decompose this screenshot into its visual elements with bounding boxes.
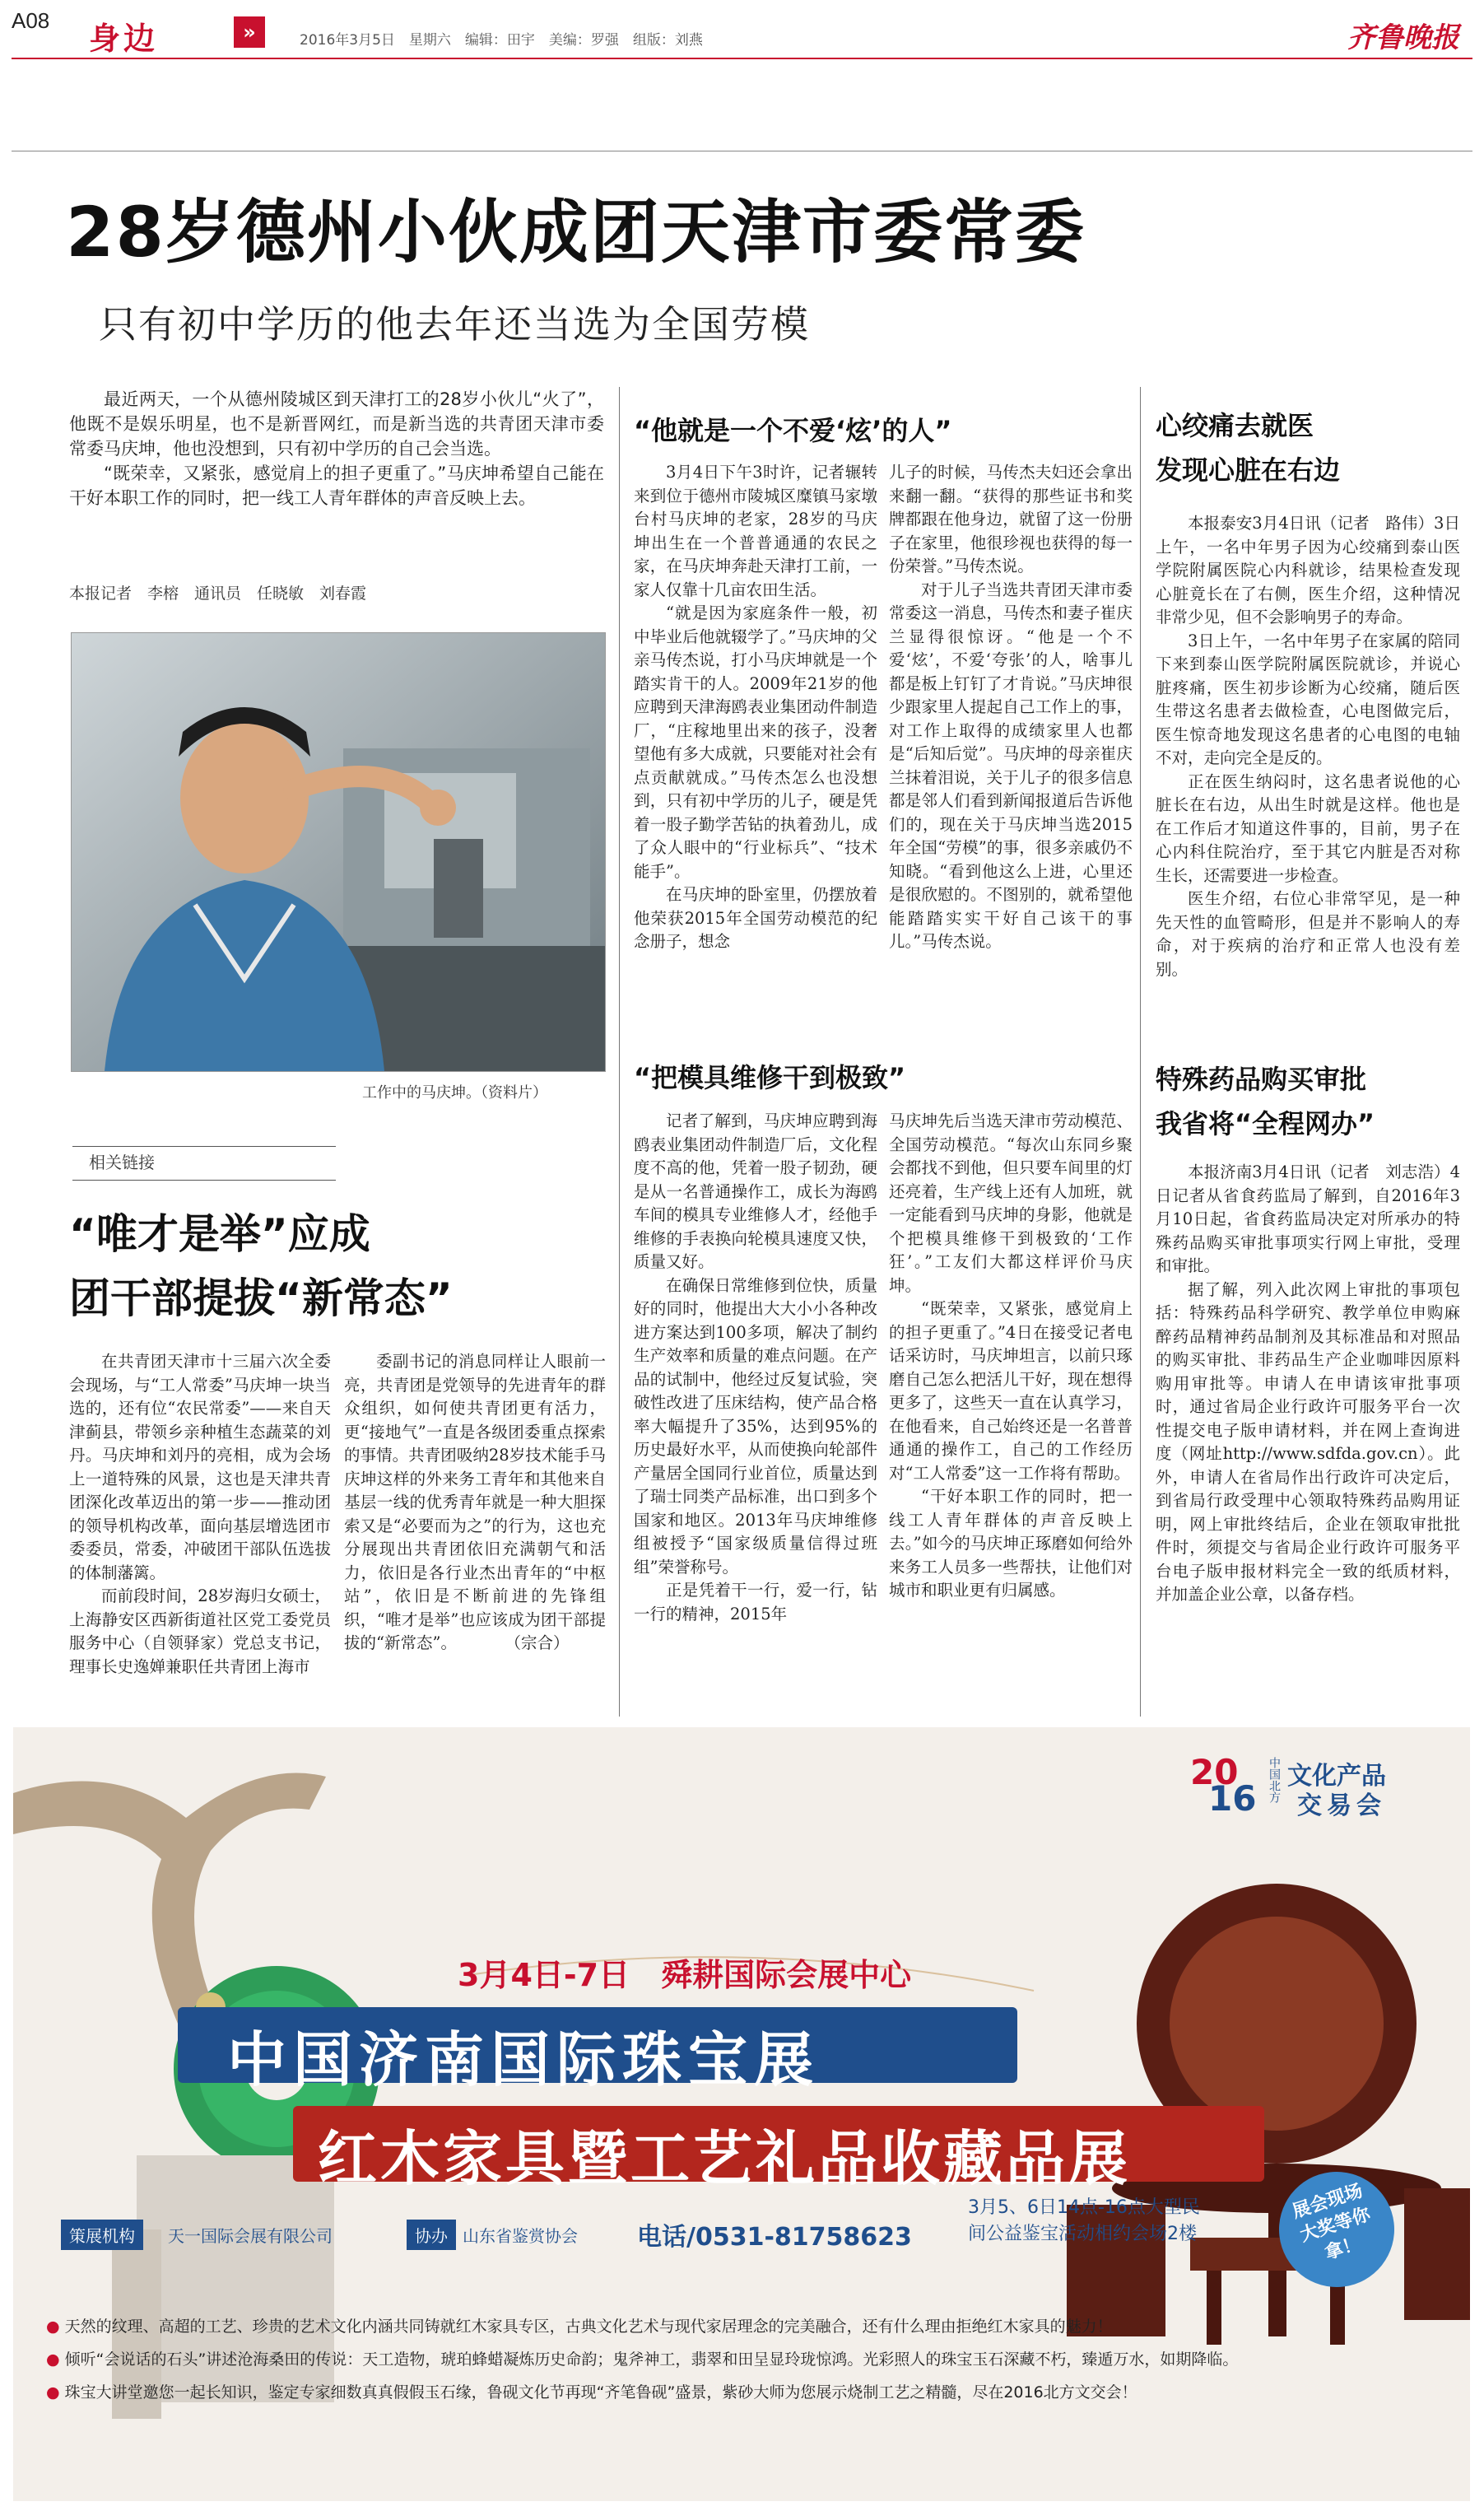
section-1-column-2 bbox=[889, 461, 1133, 954]
ad-title-1-banner bbox=[178, 2007, 1017, 2094]
section-2-title: “把模具维修干到极致” bbox=[634, 1062, 906, 1093]
worker-photo bbox=[71, 632, 606, 1072]
related-headline-line: 团干部提拔“新常态” bbox=[69, 1274, 453, 1322]
main-headline: 28岁德州小伙成团天津市委常委 bbox=[66, 192, 1086, 273]
assist-name: 山东省鉴赏协会 bbox=[463, 2226, 578, 2246]
ad-title-2-banner bbox=[293, 2106, 1264, 2193]
related-paragraph: 而前段时间，28岁海归女硕士，上海静安区西新街道社区党工委党员服务中心（自领驿家）党总支书记，理事长史逸婵兼职任共青团上海市 bbox=[69, 1586, 331, 1676]
logo-line: 文化产品 bbox=[1287, 1762, 1386, 1791]
ad-title-1: 中国济南国际珠宝展 bbox=[227, 2025, 821, 2094]
fair-logo bbox=[1190, 1750, 1462, 1820]
sidebar-paragraph: 医生介绍，右位心非常罕见，是一种先天性的血管畸形，但是并不影响人的寿命，对于疾病的治疗和正常人也没有差别。 bbox=[1156, 889, 1460, 979]
header-divider bbox=[12, 58, 1472, 59]
bullet-dot-icon: ● bbox=[46, 2318, 65, 2336]
logo-region: 中国北方 bbox=[1268, 1757, 1281, 1803]
section-2-column-2 bbox=[889, 1110, 1133, 1603]
sidebar-title-line: 心绞痛去就医 bbox=[1156, 410, 1314, 441]
sidebar-story-2-title bbox=[1156, 1057, 1375, 1146]
event-line: 间公益鉴宝活动相约会场2楼 bbox=[968, 2224, 1197, 2244]
ad-bullet-text: 天然的纹理、高超的工艺、珍贵的艺术文化内涵共同铸就红木家具专区，古典文化艺术与现代家居理念的完美融合，还有什么理由拒绝红木家具的魅力！ bbox=[64, 2318, 1113, 2336]
related-column-1 bbox=[69, 1350, 331, 1679]
sidebar-paragraph: 本报泰安3月4日讯（记者 路伟）3日上午，一名中年男子因为心绞痛到泰山医学院附属医院心内科就诊，结果检查发现心脏竟长在了右侧，医生介绍，这种情况非常少见，但不会影响男子的寿命。 bbox=[1156, 514, 1460, 627]
sidebar-paragraph: 正在医生纳闷时，这名患者说他的心脏长在右边，从出生时就是这样。他也是在工作后才知道这件事的，目前，男子在心内科住院治疗，至于其它内脏是否对称生长，还需要进一步检查。 bbox=[1156, 771, 1460, 885]
related-column-2 bbox=[344, 1350, 606, 1656]
related-link-label: 相关链接 bbox=[89, 1153, 155, 1172]
brand-logo: 齐鲁晚报 bbox=[1347, 21, 1459, 54]
article-paragraph: 正是凭着干一行，爱一行，钻一行的精神，2015年 bbox=[634, 1581, 877, 1624]
related-headline-line: “唯才是举”应成 bbox=[69, 1210, 370, 1258]
page-number: A08 bbox=[12, 8, 50, 33]
related-headline bbox=[69, 1202, 453, 1330]
assist-label: 协办 bbox=[407, 2220, 456, 2250]
section-1-title: “他就是一个不爱‘炫’的人” bbox=[634, 415, 952, 446]
sidebar-paragraph: 本报济南3月4日讯（记者 刘志浩）4日记者从省食药监局了解到，自2016年3月10日起，省食药监局决定对所承办的特殊药品购买审批事项实行网上审批，受理和审批。 bbox=[1156, 1162, 1460, 1275]
article-paragraph: “干好本职工作的同时，把一线工人青年群体的声音反映上去。”如今的马庆坤正琢磨如何给外来务工人员多一些帮扶，让他们对城市和职业更有归属感。 bbox=[889, 1487, 1133, 1600]
column-divider bbox=[619, 387, 620, 1717]
sidebar-story-1-title bbox=[1156, 403, 1340, 492]
ad-bullet bbox=[46, 2376, 1445, 2409]
article-paragraph: 3月4日下午3时许，记者辗转来到位于德州市陵城区糜镇马家墩台村马庆坤的老家，28岁的马庆坤出生在一个普普通通的农民之家，在马庆坤奔赴天津打工前，一家人仅靠十几亩农田生活。 bbox=[634, 463, 877, 599]
sidebar-story-2-body bbox=[1156, 1161, 1460, 1607]
bullet-dot-icon: ● bbox=[46, 2350, 65, 2369]
lead-paragraph: “既荣幸，又紧张，感觉肩上的担子更重了。”马庆坤希望自己能在干好本职工作的同时，把一线工人青年群体的声音反映上去。 bbox=[69, 464, 604, 508]
ad-bullet-text: 倾听“会说话的石头”讲述沧海桑田的传说：天工造物，琥珀蜂蜡凝炼历史命韵；鬼斧神工，翡翠和田呈显玲珑惊鸿。光彩照人的珠宝玉石深藏不朽，臻遁万水，如期降临。 bbox=[64, 2350, 1239, 2369]
logo-line: 交易会 bbox=[1297, 1791, 1386, 1820]
bullet-dot-icon: ● bbox=[46, 2383, 65, 2402]
article-paragraph: 在确保日常维修到位快，质量好的同时，他提出大大小小各种改进方案达到100多项，解决了制约生产效率和质量的难点问题。在产品的试制中，他经过反复试验，突破性改进了压床结构，使产品合格率大幅提升了35%，达到95%的历史最好水平，从而使换向轮部件产量居全国同行业首位，质量达到了瑞士同类产品标准，出口到多个国家和地区。2013年马庆坤维修组被授予“国家级质量信得过班组”荣誉称号。 bbox=[634, 1275, 877, 1577]
section-title: 身边 bbox=[89, 21, 159, 57]
badge-text: 展会现场大奖等你拿！ bbox=[1290, 2180, 1374, 2264]
related-paragraph: 委副书记的消息同样让人眼前一亮，共青团是党领导的先进青年的群众组织，如何使共青团更有活力，更“接地气”一直是各级团委重点探索的事情。共青团吸纳28岁技术能手马庆坤这样的外来务工青年和其他来自基层一线的优秀青年就是一种大胆探索又是“必要而为之”的行为，这也充分展现出共青团依旧充满朝气和活力，依旧是各行业杰出青年的“中枢站”，依旧是不断前进的先锋组织，“唯才是举”也应该成为团干部提拔的“新常态”。 （宗合） bbox=[344, 1352, 606, 1652]
worker-photo-illustration bbox=[72, 633, 605, 1071]
sidebar-paragraph: 据了解，列入此次网上审批的事项包括：特殊药品科学研究、教学单位申购麻醉药品精神药品制剂及其标准品和对照品的购买审批、非药品生产企业咖啡因原料购用审批等。申请人在申请该审批事项时，通过省局企业行政许可服务平台一次性提交电子版申请材料，并在网上查询进度（网址http://www.sdfda.gov.cn）。此外，申请人在省局作出行政许可决定后，到省局行政受理中心领取特殊药品购用证明，网上审批终结后，企业在领取审批批件时，须提交与省局企业行政许可服务平台电子版申报材料完全一致的纸质材料，并加盖企业公章，以备存档。 bbox=[1156, 1279, 1460, 1604]
photo-caption: 工作中的马庆坤。（资料片） bbox=[362, 1084, 547, 1102]
sub-headline: 只有初中学历的他去年还当选为全国劳模 bbox=[99, 302, 810, 347]
organizer-label: 策展机构 bbox=[61, 2220, 143, 2250]
logo-year-a: 20 bbox=[1190, 1752, 1239, 1792]
sidebar-title-line: 发现心脏在右边 bbox=[1156, 454, 1341, 486]
article-paragraph: “就是因为家庭条件一般，初中毕业后他就辍学了。”马庆坤的父亲马传杰说，打小马庆坤就是一个踏实肯干的人。2009年21岁的他应聘到天津海鸥表业集团动件制造厂，“庄稼地里出来的孩子，没奢望他有多大成就，只要能对社会有点贡献就成。”马传杰怎么也没想到，只有初中学历的儿子，硬是凭着一股子勤学苦钻的执着劲儿，成了众人眼中的“行业标兵”、“技术能手”。 bbox=[634, 603, 877, 881]
sidebar-story-1-body bbox=[1156, 512, 1460, 981]
ad-bullet-text: 珠宝大讲堂邀您一起长知识，鉴定专家细数真真假假玉石缘，鲁砚文化节再现“齐笔鲁砚”盛景，紫砂大师为您展示烧制工艺之精髓，尽在2016北方文交会！ bbox=[64, 2383, 1137, 2402]
ad-bullets bbox=[46, 2310, 1445, 2409]
sidebar-title-line: 特殊药品购买审批 bbox=[1156, 1064, 1367, 1095]
sidebar-paragraph: 3日上午，一名中年男子在家属的陪同下来到泰山医学院附属医院就诊，并说心脏疼痛，医生初步诊断为心绞痛，随后医生带这名患者去做检查，心电图做完后，医生惊奇地发现这名患者的心电图的电轴不对，走向完全是反的。 bbox=[1156, 631, 1460, 767]
ad-dates-venue: 3月4日-7日 舜耕国际会展中心 bbox=[458, 1957, 912, 1993]
ad-phone[interactable]: 电话/0531-81758623 bbox=[637, 2223, 912, 2252]
column-divider bbox=[1140, 387, 1141, 1717]
header-meta: 2016年3月5日 星期六 编辑：田宇 美编：罗强 组版：刘燕 bbox=[300, 32, 703, 49]
article-paragraph: 对于儿子当选共青团天津市委常委这一消息，马传杰和妻子崔庆兰显得很惊讶。“他是一个不爱‘炫’，不爱‘夸张’的人，啥事儿都是板上钉钉了才肯说。”马庆坤很少跟家里人提起自己工作上的事，对工作上取得的成绩家里人也都是“后知后觉”。马庆坤的母亲崔庆兰抹着泪说，关于儿子的很多信息都是邻人们看到新闻报道后告诉他们的，现在关于马庆坤当选2015年全国“劳模”的事，很多亲戚仍不知晓。“看到他这么上进，心里还是很欣慰的。不图别的，就希望他能踏踏实实干好自己该干的事儿。”马传杰说。 bbox=[889, 580, 1133, 951]
ad-organizer-bar bbox=[61, 2218, 925, 2251]
advertisement[interactable] bbox=[13, 1727, 1470, 2501]
ad-bullet bbox=[46, 2343, 1445, 2376]
article-lead bbox=[69, 387, 604, 510]
related-paragraph: 在共青团天津市十三届六次全委会现场，与“工人常委”马庆坤一块当选的，还有位“农民常委”——来自天津蓟县，带领乡亲种植生态蔬菜的刘丹。马庆坤和刘丹的亮相，成为会场上一道特殊的风景，这也是天津共青团深化改革迈出的第一步——推动团的领导机构改革，面向基层增选团市委委员，常委，冲破团干部队伍选拔的体制藩篱。 bbox=[69, 1352, 331, 1582]
ad-title-2: 红木家具暨工艺礼品收藏品展 bbox=[318, 2124, 1132, 2193]
organizer-name: 天一国际会展有限公司 bbox=[168, 2226, 333, 2246]
section-1-column-1 bbox=[634, 461, 877, 954]
section-2-column-1 bbox=[634, 1110, 877, 1626]
chevron-right-icon: » bbox=[234, 16, 265, 48]
ad-bullet bbox=[46, 2310, 1445, 2343]
byline: 本报记者 李榕 通讯员 任晓敏 刘春霞 bbox=[69, 585, 367, 603]
article-paragraph: 记者了解到，马庆坤应聘到海鸥表业集团动件制造厂后，文化程度不高的他，凭着一股子韧劲，硬是从一名普通操作工，成长为海鸥车间的模具专业维修人才，经他手维修的手表换向轮模具速度又快，质量又好。 bbox=[634, 1111, 877, 1271]
sidebar-title-line: 我省将“全程网办” bbox=[1156, 1108, 1375, 1139]
ad-event-info bbox=[968, 2195, 1200, 2248]
logo-year-b: 16 bbox=[1208, 1778, 1257, 1819]
article-paragraph: 在马庆坤的卧室里，仍摆放着他荣获2015年全国劳动模范的纪念册子，想念 bbox=[634, 885, 877, 951]
article-paragraph: 马庆坤先后当选天津市劳动模范、全国劳动模范。“每次山东同乡聚会都找不到他，但只要车间里的灯还亮着，生产线上还有人加班，就一定能看到马庆坤的身影，他就是个把模具维修干到极致的‘工作狂’。”工友们大都这样评价马庆坤。 bbox=[889, 1111, 1133, 1295]
section-label bbox=[72, 7, 256, 57]
event-line: 3月5、6日14点-16点大型民 bbox=[968, 2197, 1200, 2218]
article-paragraph: “既荣幸，又紧张，感觉肩上的担子更重了。”4日在接受记者电话采访时，马庆坤坦言，以前只琢磨自己怎么把活儿干好，现在想得更多了，这些天一直在认真学习，在他看来，自己始终还是一名普普通通的操作工，自己的工作经历对“工人常委”这一工作将有帮助。 bbox=[889, 1299, 1133, 1483]
article-paragraph: 儿子的时候，马传杰夫妇还会拿出来翻一翻。“获得的那些证书和奖牌都跟在他身边，就留了这一份册子在家里，他很珍视也获得的每一份荣誉。”马传杰说。 bbox=[889, 463, 1133, 575]
lead-paragraph: 最近两天，一个从德州陵城区到天津打工的28岁小伙儿“火了”，他既不是娱乐明星，也不是新晋网红，而是新当选的共青团天津市委常委马庆坤，他也没想到，只有初中学历的自己会当选。 bbox=[69, 389, 604, 459]
